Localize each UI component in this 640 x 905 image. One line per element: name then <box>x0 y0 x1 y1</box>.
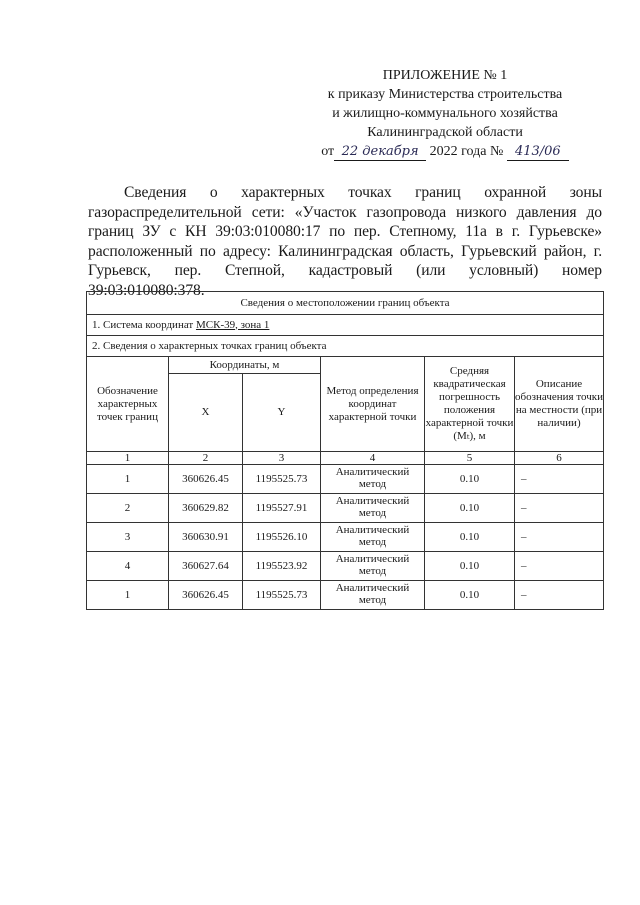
handwritten-order-number: 413/06 <box>507 144 569 161</box>
header-error: Средняя квадратическая погрешность положения характерной точки (Mₜ), м <box>425 357 515 452</box>
coordinate-system-label: 1. Система координат <box>92 318 196 331</box>
appendix-header <box>300 66 590 161</box>
point-id: 1 <box>87 465 169 494</box>
coord-x: 360626.45 <box>169 465 243 494</box>
description: – <box>515 581 604 610</box>
method: Аналитический метод <box>321 494 425 523</box>
order-line-2: и жилищно-коммунального хозяйства <box>332 106 558 121</box>
header-coordinates: Координаты, м <box>169 357 321 374</box>
order-line-3: Калининградской области <box>367 125 523 140</box>
table-row <box>87 494 604 523</box>
point-id: 4 <box>87 552 169 581</box>
point-id: 3 <box>87 523 169 552</box>
point-id: 2 <box>87 494 169 523</box>
coordinate-system-value: МСК-39, зона 1 <box>195 318 270 331</box>
boundary-points-table <box>86 291 604 610</box>
description: – <box>515 523 604 552</box>
column-index: 5 <box>425 452 515 465</box>
coord-y: 1195527.91 <box>243 494 321 523</box>
table-row <box>87 581 604 610</box>
coord-y: 1195525.73 <box>243 465 321 494</box>
coord-x: 360629.82 <box>169 494 243 523</box>
coord-x: 360630.91 <box>169 523 243 552</box>
table-row <box>87 552 604 581</box>
handwritten-date: 22 декабря <box>334 144 426 161</box>
header-x: X <box>169 374 243 452</box>
method: Аналитический метод <box>321 552 425 581</box>
method: Аналитический метод <box>321 523 425 552</box>
error: 0.10 <box>425 465 515 494</box>
coord-y: 1195523.92 <box>243 552 321 581</box>
column-index: 4 <box>321 452 425 465</box>
table-row <box>87 523 604 552</box>
column-index: 1 <box>87 452 169 465</box>
coord-x: 360627.64 <box>169 552 243 581</box>
method: Аналитический метод <box>321 581 425 610</box>
order-date-line <box>300 142 590 161</box>
intro-paragraph: Сведения о характерных точках границ охранной зоны газораспределительной сети: «Участок газопровода низкого давления до границ ЗУ с КН 39:03:010080:17 по пер. Степному, 11а в г. Гурьевске» расположенный по адресу: Калининградская область, Гурьевский район, г. Гурьевск, пер. Степной, кадастровый (или условный) номер 39:03:010080:378. <box>88 184 602 299</box>
table-row <box>87 465 604 494</box>
coord-x: 360626.45 <box>169 581 243 610</box>
description: – <box>515 494 604 523</box>
table-title: Сведения о местоположении границ объекта <box>87 292 604 315</box>
error: 0.10 <box>425 581 515 610</box>
error: 0.10 <box>425 552 515 581</box>
year-text: 2022 года № <box>429 144 504 159</box>
date-prefix: от <box>321 144 335 159</box>
coord-y: 1195525.73 <box>243 581 321 610</box>
appendix-title: ПРИЛОЖЕНИЕ № 1 <box>382 68 508 83</box>
coord-y: 1195526.10 <box>243 523 321 552</box>
description: – <box>515 552 604 581</box>
error: 0.10 <box>425 494 515 523</box>
point-id: 1 <box>87 581 169 610</box>
column-index: 6 <box>515 452 604 465</box>
header-description: Описание обозначения точки на местности (при наличии) <box>515 357 604 452</box>
error: 0.10 <box>425 523 515 552</box>
points-section-row: 2. Сведения о характерных точках границ объекта <box>87 336 604 357</box>
order-line-1: к приказу Министерства строительства <box>327 87 563 102</box>
column-index: 2 <box>169 452 243 465</box>
header-y: Y <box>243 374 321 452</box>
method: Аналитический метод <box>321 465 425 494</box>
description: – <box>515 465 604 494</box>
column-index: 3 <box>243 452 321 465</box>
header-point: Обозначение характерных точек границ <box>87 357 169 452</box>
header-method: Метод определения координат характерной точки <box>321 357 425 452</box>
coordinate-system-row <box>87 315 604 336</box>
